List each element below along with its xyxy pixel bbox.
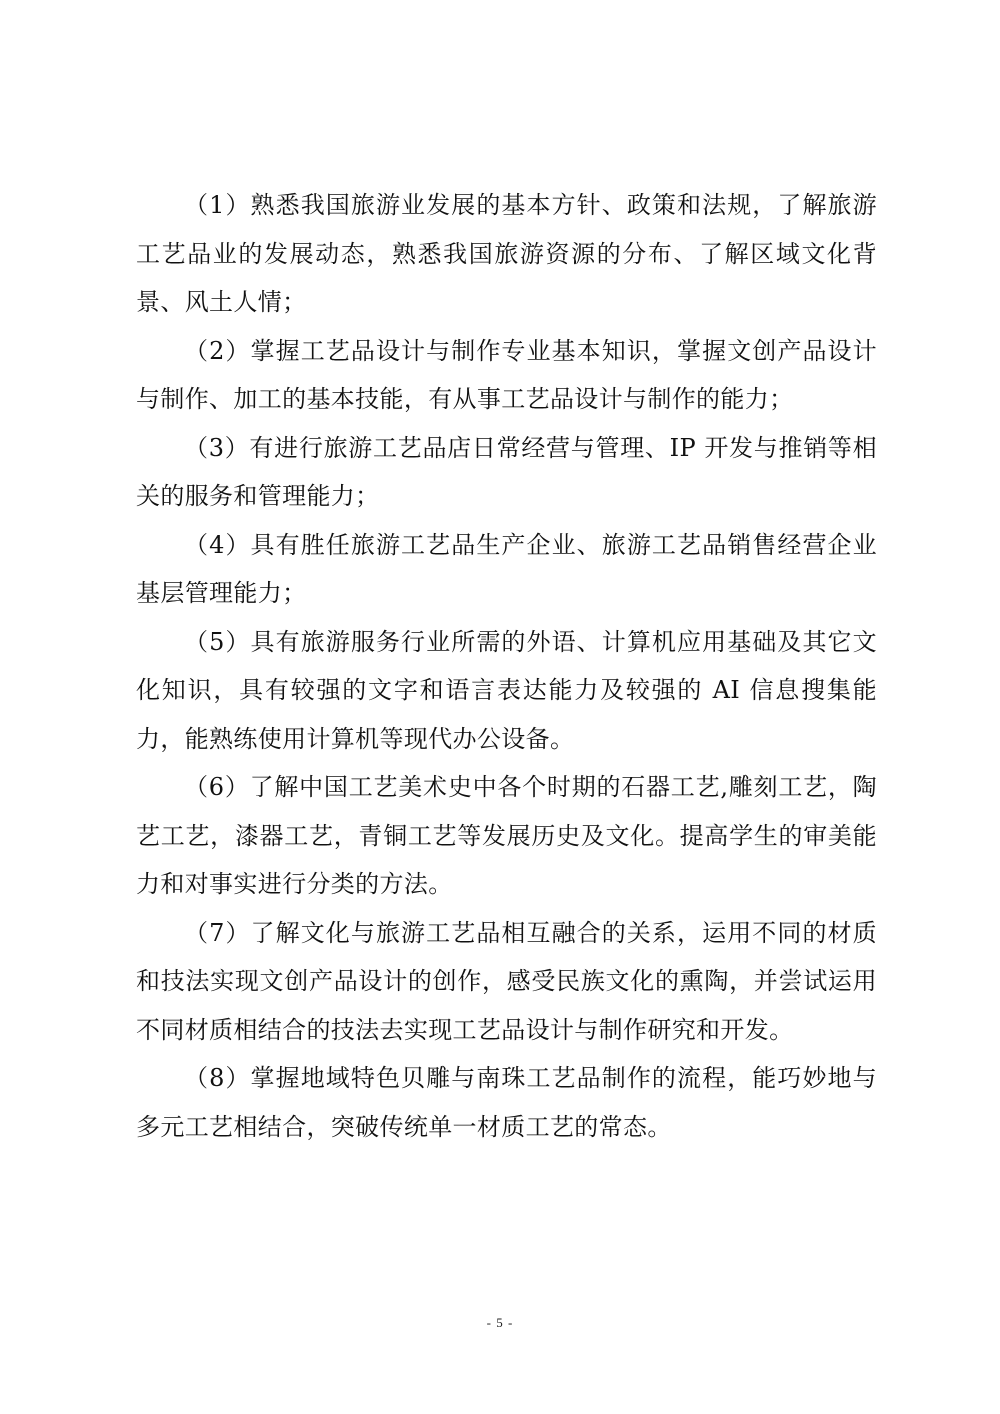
paragraph-7: （7）了解文化与旅游工艺品相互融合的关系，运用不同的材质和技法实现文创产品设计的创作，感受民族文化的熏陶，并尝试运用不同材质相结合的技法去实现工艺品设计与制作研究和开发。 xyxy=(136,918,877,1044)
paragraph-5: （5）具有旅游服务行业所需的外语、计算机应用基础及其它文化知识，具有较强的文字和语言表达能力及较强的 AI 信息搜集能力，能熟练使用计算机等现代办公设备。 xyxy=(136,627,877,753)
document-body xyxy=(136,181,877,1151)
paragraph-8: （8）掌握地域特色贝雕与南珠工艺品制作的流程，能巧妙地与多元工艺相结合，突破传统单一材质工艺的常态。 xyxy=(136,1064,877,1141)
paragraph-6: （6）了解中国工艺美术史中各个时期的石器工艺,雕刻工艺，陶艺工艺，漆器工艺，青铜工艺等发展历史及文化。提高学生的审美能力和对事实进行分类的方法。 xyxy=(136,773,877,898)
paragraph-3: （3）有进行旅游工艺品店日常经营与管理、IP 开发与推销等相关的服务和管理能力； xyxy=(136,433,877,510)
page-number: - 5 - xyxy=(486,1315,514,1330)
paragraph-1: （1）熟悉我国旅游业发展的基本方针、政策和法规，了解旅游工艺品业的发展动态，熟悉我国旅游资源的分布、了解区域文化背景、风土人情； xyxy=(136,191,877,316)
paragraph-2: （2）掌握工艺品设计与制作专业基本知识，掌握文创产品设计与制作、加工的基本技能，有从事工艺品设计与制作的能力； xyxy=(136,336,877,413)
paragraph-4: （4）具有胜任旅游工艺品生产企业、旅游工艺品销售经营企业基层管理能力； xyxy=(136,530,877,607)
